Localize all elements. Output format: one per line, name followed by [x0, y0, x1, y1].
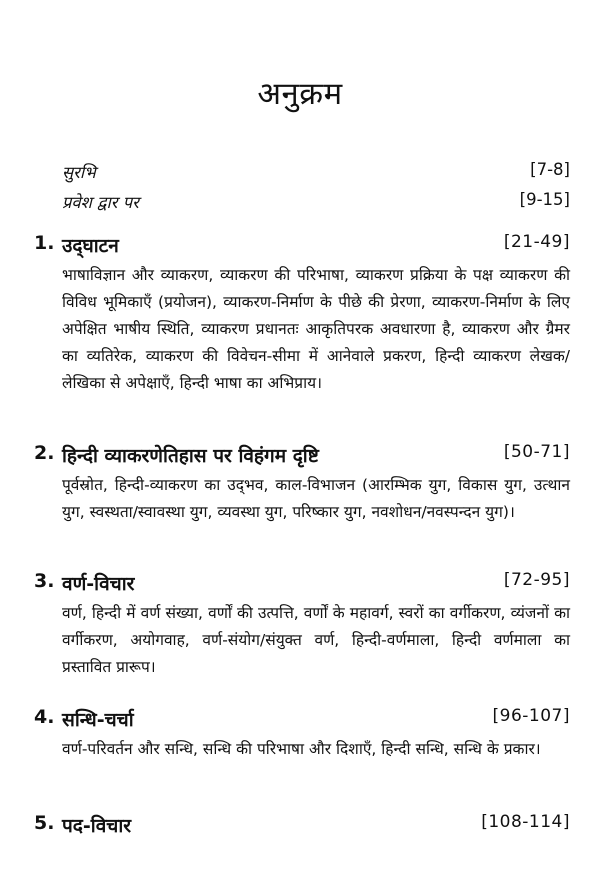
page-range: [50-71]	[503, 442, 570, 462]
chapter-entry	[34, 706, 570, 763]
front-matter-title: सुरभि	[62, 163, 96, 182]
chapter-number: 4.	[34, 706, 55, 728]
chapter-description: वर्ण-परिवर्तन और सन्धि, सन्धि की परिभाषा और दिशाएँ, हिन्दी सन्धि, सन्धि के प्रकार।	[62, 740, 541, 758]
chapter-entry	[34, 812, 570, 842]
page-range: [108-114]	[481, 812, 570, 832]
chapter-number: 3.	[34, 570, 55, 592]
chapter-number: 2.	[34, 442, 55, 464]
chapter-title: हिन्दी व्याकरणेतिहास पर विहंगम दृष्टि	[62, 445, 319, 467]
chapter-heading	[34, 570, 570, 600]
chapter-entry	[34, 232, 570, 397]
page-range: [9-15]	[519, 190, 570, 209]
front-matter-item	[62, 160, 570, 184]
chapter-heading	[34, 706, 570, 736]
chapter-title: उद्‌घाटन	[62, 235, 119, 257]
page-range: [72-95]	[503, 570, 570, 590]
front-matter-title: प्रवेश द्वार पर	[62, 193, 139, 212]
chapter-description: भाषाविज्ञान और व्याकरण, व्याकरण की परिभाषा, व्याकरण प्रक्रिया के पक्ष व्याकरण की विविध भूमिकाएँ (प्रयोजन), व्याकरण-निर्माण के पीछे की प्रेरणा, व्याकरण-निर्माण के लिए अपेक्षित भाषीय स्थिति, व्याकरण प्रधानतः आकृतिपरक अवधारणा है, व्याकरण और ग्रैमर का व्यतिरेक, व्याकरण की विवेचन-सीमा में आनेवाले प्रकरण, हिन्दी व्याकरण लेखक/लेखिका से अपेक्षाएँ, हिन्दी भाषा का अभिप्राय।	[62, 266, 570, 392]
chapter-number: 5.	[34, 812, 55, 834]
front-matter-item	[62, 190, 570, 214]
page-range: [7-8]	[530, 160, 570, 179]
chapter-description: वर्ण, हिन्दी में वर्ण संख्या, वर्णों की उत्पत्ति, वर्णों के महावर्ग, स्वरों का वर्गीकरण, व्यंजनों का वर्गीकरण, अयोगवाह, वर्ण-संयोग/संयुक्त वर्ण, हिन्दी-वर्णमाला, हिन्दी वर्णमाला का प्रस्तावित प्रारूप।	[62, 604, 570, 676]
chapter-heading	[34, 232, 570, 262]
chapter-heading	[34, 812, 570, 842]
chapter-heading	[34, 442, 570, 472]
chapter-entry	[34, 442, 570, 526]
chapter-description: पूर्वस्रोत, हिन्दी-व्याकरण का उद्‌भव, काल-विभाजन (आरम्भिक युग, विकास युग, उत्थान युग, स्वस्थता/स्वावस्था युग, व्यवस्था युग, परिष्कार युग, नवशोधन/नवस्पन्दन युग)।	[62, 476, 570, 521]
chapter-title: सन्धि-चर्चा	[62, 709, 134, 731]
chapter-title: पद-विचार	[62, 815, 132, 837]
chapter-title: वर्ण-विचार	[62, 573, 135, 595]
chapter-number: 1.	[34, 232, 55, 254]
page-title: अनुक्रम	[257, 76, 343, 112]
chapter-entry	[34, 570, 570, 681]
page-range: [96-107]	[492, 706, 570, 726]
page-range: [21-49]	[503, 232, 570, 252]
